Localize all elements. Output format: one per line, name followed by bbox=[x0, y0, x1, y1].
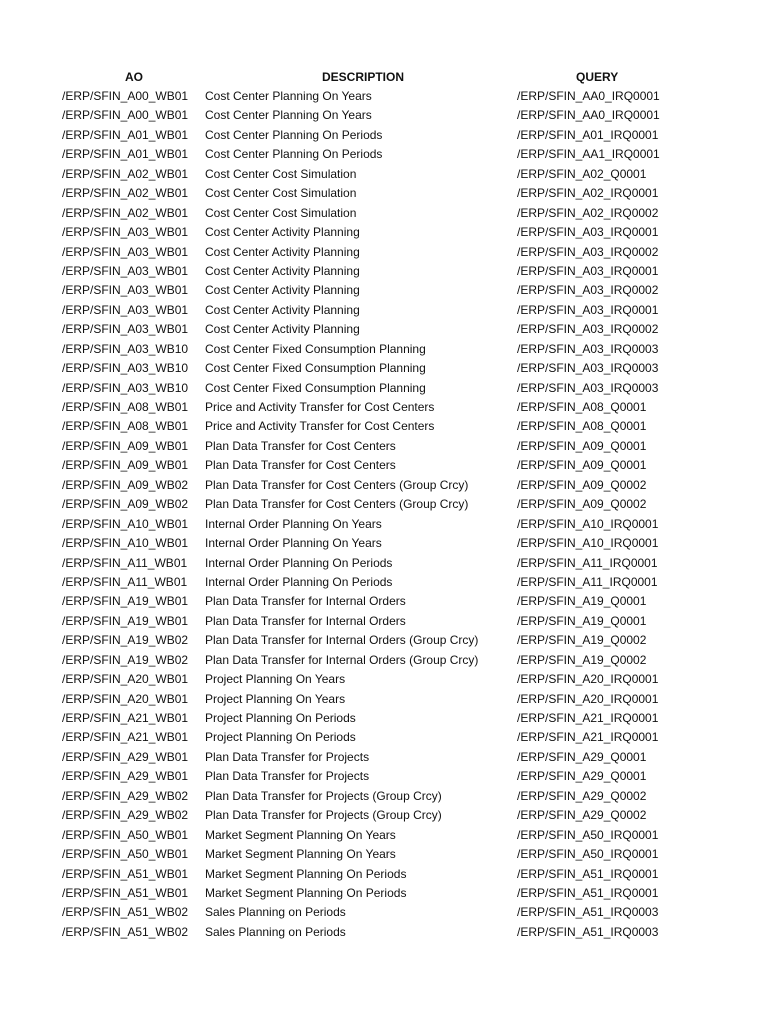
cell-ao: /ERP/SFIN_A02_WB01 bbox=[62, 166, 189, 181]
cell-query: /ERP/SFIN_A29_Q0001 bbox=[517, 769, 647, 784]
cell-description: Sales Planning on Periods bbox=[205, 905, 346, 920]
cell-ao: /ERP/SFIN_A19_WB01 bbox=[62, 594, 189, 609]
cell-query: /ERP/SFIN_A09_Q0001 bbox=[517, 438, 647, 453]
cell-description: Cost Center Activity Planning bbox=[205, 225, 360, 240]
cell-description: Plan Data Transfer for Cost Centers bbox=[205, 438, 396, 453]
column-header-ao: AO bbox=[125, 70, 143, 84]
cell-ao: /ERP/SFIN_A51_WB01 bbox=[62, 866, 189, 881]
cell-ao: /ERP/SFIN_A19_WB01 bbox=[62, 613, 189, 628]
cell-query: /ERP/SFIN_A51_IRQ0001 bbox=[517, 885, 659, 900]
table-row bbox=[0, 690, 768, 709]
cell-description: Cost Center Activity Planning bbox=[205, 283, 360, 298]
cell-ao: /ERP/SFIN_A00_WB01 bbox=[62, 108, 189, 123]
cell-description: Sales Planning on Periods bbox=[205, 924, 346, 939]
cell-ao: /ERP/SFIN_A08_WB01 bbox=[62, 400, 189, 414]
cell-description: Cost Center Planning On Periods bbox=[205, 127, 383, 142]
table-row bbox=[0, 223, 768, 242]
cell-ao: /ERP/SFIN_A02_WB01 bbox=[62, 205, 189, 220]
table-row bbox=[0, 554, 768, 573]
cell-ao: /ERP/SFIN_A19_WB02 bbox=[62, 652, 189, 667]
cell-ao: /ERP/SFIN_A09_WB02 bbox=[62, 497, 189, 512]
cell-query: /ERP/SFIN_A03_IRQ0003 bbox=[517, 361, 659, 376]
cell-ao: /ERP/SFIN_A03_WB10 bbox=[62, 341, 189, 356]
table-row bbox=[0, 903, 768, 922]
cell-query: /ERP/SFIN_A51_IRQ0003 bbox=[517, 924, 659, 939]
table-row bbox=[0, 534, 768, 553]
cell-ao: /ERP/SFIN_A19_WB02 bbox=[62, 633, 189, 648]
table-row bbox=[0, 340, 768, 359]
cell-description: Plan Data Transfer for Projects (Group Crcy) bbox=[205, 808, 442, 823]
cell-query: /ERP/SFIN_A02_IRQ0002 bbox=[517, 205, 659, 220]
table-row bbox=[0, 126, 768, 145]
cell-ao: /ERP/SFIN_A02_WB01 bbox=[62, 186, 189, 201]
table-row bbox=[0, 320, 768, 339]
table-row bbox=[0, 184, 768, 203]
cell-query: /ERP/SFIN_A29_Q0001 bbox=[517, 749, 647, 764]
cell-query: /ERP/SFIN_A51_IRQ0001 bbox=[517, 866, 659, 881]
cell-ao: /ERP/SFIN_A29_WB02 bbox=[62, 788, 189, 803]
cell-ao: /ERP/SFIN_A21_WB01 bbox=[62, 711, 189, 725]
cell-description: Cost Center Fixed Consumption Planning bbox=[205, 380, 426, 395]
cell-ao: /ERP/SFIN_A03_WB01 bbox=[62, 283, 189, 298]
cell-description: Internal Order Planning On Years bbox=[205, 516, 382, 531]
cell-query: /ERP/SFIN_A03_IRQ0002 bbox=[517, 322, 659, 337]
cell-description: Internal Order Planning On Periods bbox=[205, 574, 393, 589]
cell-ao: /ERP/SFIN_A20_WB01 bbox=[62, 691, 189, 706]
cell-description: Internal Order Planning On Years bbox=[205, 536, 382, 551]
cell-query: /ERP/SFIN_A50_IRQ0001 bbox=[517, 847, 659, 862]
cell-query: /ERP/SFIN_A09_Q0002 bbox=[517, 477, 647, 492]
column-header-query: QUERY bbox=[576, 70, 619, 84]
cell-description: Cost Center Cost Simulation bbox=[205, 205, 357, 220]
cell-description: Plan Data Transfer for Cost Centers (Group Crcy) bbox=[205, 477, 469, 492]
cell-description: Price and Activity Transfer for Cost Centers bbox=[205, 400, 435, 414]
cell-query: /ERP/SFIN_A01_IRQ0001 bbox=[517, 127, 659, 142]
cell-ao: /ERP/SFIN_A01_WB01 bbox=[62, 147, 189, 162]
cell-description: Internal Order Planning On Periods bbox=[205, 555, 393, 570]
cell-description: Project Planning On Years bbox=[205, 672, 346, 687]
table-row bbox=[0, 573, 768, 592]
cell-description: Market Segment Planning On Years bbox=[205, 827, 396, 842]
cell-query: /ERP/SFIN_A50_IRQ0001 bbox=[517, 827, 659, 842]
table-row bbox=[0, 806, 768, 825]
spreadsheet-table bbox=[0, 68, 768, 942]
cell-ao: /ERP/SFIN_A29_WB01 bbox=[62, 769, 189, 784]
cell-ao: /ERP/SFIN_A08_WB01 bbox=[62, 419, 189, 434]
table-row bbox=[0, 728, 768, 747]
table-row bbox=[0, 262, 768, 281]
cell-description: Plan Data Transfer for Internal Orders (Group Crcy) bbox=[205, 633, 479, 648]
cell-description: Plan Data Transfer for Internal Orders (Group Crcy) bbox=[205, 652, 479, 667]
cell-description: Plan Data Transfer for Internal Orders bbox=[205, 613, 406, 628]
table-row bbox=[0, 495, 768, 514]
cell-query: /ERP/SFIN_A19_Q0001 bbox=[517, 594, 647, 609]
cell-description: Cost Center Planning On Years bbox=[205, 108, 372, 123]
table-row bbox=[0, 884, 768, 903]
cell-ao: /ERP/SFIN_A03_WB01 bbox=[62, 263, 189, 278]
cell-query: /ERP/SFIN_A03_IRQ0002 bbox=[517, 283, 659, 298]
cell-ao: /ERP/SFIN_A03_WB10 bbox=[62, 380, 189, 395]
table-row bbox=[0, 515, 768, 534]
cell-ao: /ERP/SFIN_A51_WB02 bbox=[62, 905, 189, 920]
cell-description: Plan Data Transfer for Internal Orders bbox=[205, 594, 406, 609]
table-row bbox=[0, 398, 768, 417]
cell-query: /ERP/SFIN_A19_Q0001 bbox=[517, 613, 647, 628]
table-row bbox=[0, 670, 768, 689]
cell-description: Cost Center Fixed Consumption Planning bbox=[205, 341, 426, 356]
table-body bbox=[0, 87, 768, 942]
cell-query: /ERP/SFIN_A21_IRQ0001 bbox=[517, 730, 659, 745]
table-row bbox=[0, 379, 768, 398]
cell-query: /ERP/SFIN_A21_IRQ0001 bbox=[517, 711, 659, 725]
table-row bbox=[0, 281, 768, 300]
cell-description: Price and Activity Transfer for Cost Centers bbox=[205, 419, 435, 434]
cell-query: /ERP/SFIN_AA0_IRQ0001 bbox=[517, 89, 660, 103]
cell-description: Cost Center Activity Planning bbox=[205, 244, 360, 259]
table-row bbox=[0, 826, 768, 845]
cell-ao: /ERP/SFIN_A29_WB01 bbox=[62, 749, 189, 764]
cell-ao: /ERP/SFIN_A51_WB02 bbox=[62, 924, 189, 939]
cell-query: /ERP/SFIN_A19_Q0002 bbox=[517, 652, 647, 667]
cell-query: /ERP/SFIN_A19_Q0002 bbox=[517, 633, 647, 648]
table-row bbox=[0, 767, 768, 786]
cell-description: Project Planning On Years bbox=[205, 691, 346, 706]
cell-description: Project Planning On Periods bbox=[205, 730, 356, 745]
cell-ao: /ERP/SFIN_A01_WB01 bbox=[62, 127, 189, 142]
cell-description: Cost Center Cost Simulation bbox=[205, 166, 357, 181]
cell-ao: /ERP/SFIN_A50_WB01 bbox=[62, 847, 189, 862]
cell-description: Plan Data Transfer for Projects bbox=[205, 749, 370, 764]
table-row bbox=[0, 651, 768, 670]
table-row bbox=[0, 709, 768, 728]
table-row bbox=[0, 204, 768, 223]
table-row bbox=[0, 592, 768, 611]
cell-description: Cost Center Cost Simulation bbox=[205, 186, 357, 201]
cell-description: Cost Center Activity Planning bbox=[205, 302, 360, 317]
cell-query: /ERP/SFIN_A02_Q0001 bbox=[517, 166, 647, 181]
cell-query: /ERP/SFIN_AA0_IRQ0001 bbox=[517, 108, 660, 123]
cell-ao: /ERP/SFIN_A03_WB01 bbox=[62, 225, 189, 240]
cell-query: /ERP/SFIN_A20_IRQ0001 bbox=[517, 691, 659, 706]
cell-query: /ERP/SFIN_A51_IRQ0003 bbox=[517, 905, 659, 920]
table-row bbox=[0, 106, 768, 125]
cell-query: /ERP/SFIN_A20_IRQ0001 bbox=[517, 672, 659, 687]
cell-ao: /ERP/SFIN_A00_WB01 bbox=[62, 89, 189, 103]
cell-description: Plan Data Transfer for Cost Centers (Group Crcy) bbox=[205, 497, 469, 512]
table-row bbox=[0, 243, 768, 262]
cell-ao: /ERP/SFIN_A03_WB01 bbox=[62, 302, 189, 317]
cell-ao: /ERP/SFIN_A50_WB01 bbox=[62, 827, 189, 842]
table-row bbox=[0, 612, 768, 631]
table-header-row bbox=[0, 68, 768, 87]
cell-ao: /ERP/SFIN_A03_WB10 bbox=[62, 361, 189, 376]
cell-query: /ERP/SFIN_A03_IRQ0002 bbox=[517, 244, 659, 259]
cell-description: Plan Data Transfer for Projects (Group Crcy) bbox=[205, 788, 442, 803]
cell-query: /ERP/SFIN_A09_Q0001 bbox=[517, 458, 647, 473]
cell-query: /ERP/SFIN_AA1_IRQ0001 bbox=[517, 147, 660, 162]
cell-ao: /ERP/SFIN_A11_WB01 bbox=[62, 555, 188, 570]
cell-query: /ERP/SFIN_A11_IRQ0001 bbox=[517, 555, 658, 570]
column-header-description: DESCRIPTION bbox=[322, 70, 405, 84]
cell-description: Cost Center Planning On Years bbox=[205, 89, 372, 103]
table-row bbox=[0, 748, 768, 767]
cell-query: /ERP/SFIN_A10_IRQ0001 bbox=[517, 536, 659, 551]
table-row bbox=[0, 865, 768, 884]
cell-query: /ERP/SFIN_A03_IRQ0003 bbox=[517, 341, 659, 356]
cell-ao: /ERP/SFIN_A03_WB01 bbox=[62, 322, 189, 337]
cell-query: /ERP/SFIN_A03_IRQ0003 bbox=[517, 380, 659, 395]
cell-query: /ERP/SFIN_A29_Q0002 bbox=[517, 808, 647, 823]
cell-ao: /ERP/SFIN_A20_WB01 bbox=[62, 672, 189, 687]
cell-description: Market Segment Planning On Periods bbox=[205, 885, 407, 900]
cell-query: /ERP/SFIN_A03_IRQ0001 bbox=[517, 302, 659, 317]
cell-description: Cost Center Fixed Consumption Planning bbox=[205, 361, 426, 376]
cell-ao: /ERP/SFIN_A21_WB01 bbox=[62, 730, 189, 745]
cell-query: /ERP/SFIN_A11_IRQ0001 bbox=[517, 574, 658, 589]
cell-ao: /ERP/SFIN_A03_WB01 bbox=[62, 244, 189, 259]
cell-query: /ERP/SFIN_A29_Q0002 bbox=[517, 788, 647, 803]
table-row bbox=[0, 87, 768, 106]
table-row bbox=[0, 359, 768, 378]
table-row bbox=[0, 417, 768, 436]
table-row bbox=[0, 787, 768, 806]
table-row bbox=[0, 845, 768, 864]
cell-description: Plan Data Transfer for Projects bbox=[205, 769, 370, 784]
cell-ao: /ERP/SFIN_A09_WB01 bbox=[62, 458, 189, 473]
table-row bbox=[0, 476, 768, 495]
table-row bbox=[0, 456, 768, 475]
cell-query: /ERP/SFIN_A08_Q0001 bbox=[517, 400, 647, 414]
cell-description: Project Planning On Periods bbox=[205, 711, 356, 725]
table-row bbox=[0, 145, 768, 164]
cell-query: /ERP/SFIN_A09_Q0002 bbox=[517, 497, 647, 512]
cell-description: Cost Center Activity Planning bbox=[205, 322, 360, 337]
cell-query: /ERP/SFIN_A03_IRQ0001 bbox=[517, 263, 659, 278]
cell-query: /ERP/SFIN_A02_IRQ0001 bbox=[517, 186, 659, 201]
cell-description: Market Segment Planning On Years bbox=[205, 847, 396, 862]
cell-ao: /ERP/SFIN_A29_WB02 bbox=[62, 808, 189, 823]
cell-description: Cost Center Planning On Periods bbox=[205, 147, 383, 162]
cell-query: /ERP/SFIN_A03_IRQ0001 bbox=[517, 225, 659, 240]
cell-ao: /ERP/SFIN_A10_WB01 bbox=[62, 536, 189, 551]
cell-query: /ERP/SFIN_A10_IRQ0001 bbox=[517, 516, 659, 531]
table-row bbox=[0, 165, 768, 184]
cell-ao: /ERP/SFIN_A09_WB02 bbox=[62, 477, 189, 492]
table-row bbox=[0, 923, 768, 942]
cell-ao: /ERP/SFIN_A51_WB01 bbox=[62, 885, 189, 900]
cell-description: Market Segment Planning On Periods bbox=[205, 866, 407, 881]
cell-description: Plan Data Transfer for Cost Centers bbox=[205, 458, 396, 473]
cell-description: Cost Center Activity Planning bbox=[205, 263, 360, 278]
cell-ao: /ERP/SFIN_A10_WB01 bbox=[62, 516, 189, 531]
table-row bbox=[0, 301, 768, 320]
table-row bbox=[0, 437, 768, 456]
cell-ao: /ERP/SFIN_A11_WB01 bbox=[62, 574, 188, 589]
cell-query: /ERP/SFIN_A08_Q0001 bbox=[517, 419, 647, 434]
table-row bbox=[0, 631, 768, 650]
cell-ao: /ERP/SFIN_A09_WB01 bbox=[62, 438, 189, 453]
